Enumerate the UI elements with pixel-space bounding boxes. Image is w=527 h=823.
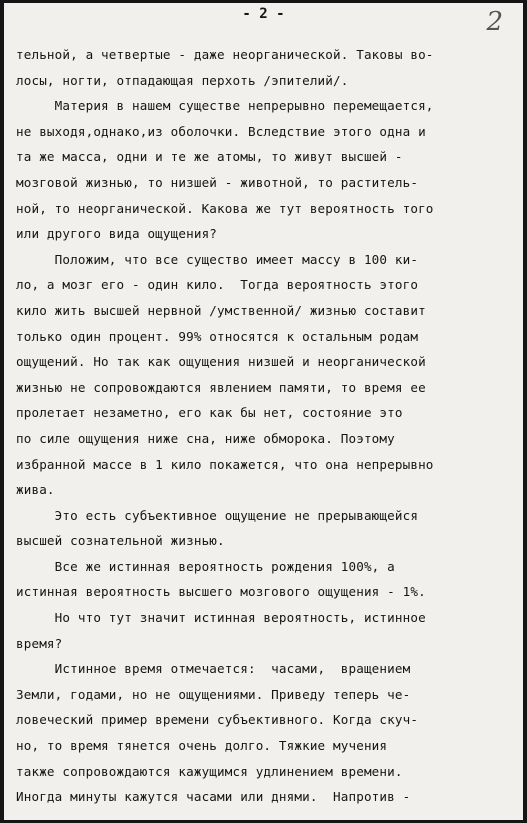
text-line: не выходя,однако,из оболочки. Вследствие этого одна и bbox=[16, 123, 426, 139]
text-line: ной, то неорганической. Какова же тут вероятность того bbox=[16, 200, 434, 216]
text-line: ловеческий пример времени субъективного. Когда скуч- bbox=[16, 712, 419, 728]
typewritten-text bbox=[16, 42, 518, 810]
text-line: тельной, а четвертые - даже неорганической. Таковы во- bbox=[16, 47, 434, 62]
text-line: Материя в нашем существе непрерывно перемещается, bbox=[16, 98, 434, 114]
text-line: жизнью не сопровождаются явлением памяти, то время ее bbox=[16, 379, 426, 395]
text-line: кило жить высшей нервной /умственной/ жизнью составит bbox=[16, 302, 426, 318]
text-line: также сопровождаются кажущимся удлинением времени. bbox=[16, 763, 403, 779]
text-line: Но что тут значит истинная вероятность, истинное bbox=[16, 610, 426, 626]
text-line: избранной массе в 1 кило покажется, что она непрерывно bbox=[16, 456, 434, 472]
handwritten-page-number: 2 bbox=[486, 7, 503, 37]
text-line: ло, а мозг его - один кило. Тогда вероятность этого bbox=[16, 277, 419, 293]
text-line: время? bbox=[16, 635, 63, 651]
text-line: по силе ощущения ниже сна, ниже обморока. Поэтому bbox=[16, 430, 395, 446]
document-page bbox=[4, 3, 523, 820]
text-line: жива. bbox=[16, 482, 55, 498]
page-number: - 2 - bbox=[242, 6, 285, 22]
text-line: Земли, годами, но не ощущениями. Приведу теперь че- bbox=[16, 686, 411, 702]
text-line: или другого вида ощущения? bbox=[16, 226, 218, 242]
text-line: Все же истинная вероятность рождения 100%, а bbox=[16, 558, 395, 574]
text-line: но, то время тянется очень долго. Тяжкие мучения bbox=[16, 738, 388, 754]
text-line: Это есть субъективное ощущение не прерывающейся bbox=[16, 507, 419, 523]
text-line: Истинное время отмечается: часами, вращением bbox=[16, 661, 411, 677]
text-line: пролетает незаметно, его как бы нет, состояние это bbox=[16, 405, 403, 421]
text-line: Иногда минуты кажутся часами или днями. Напротив - bbox=[16, 789, 411, 805]
text-line: Положим, что все существо имеет массу в 100 ки- bbox=[16, 251, 419, 267]
text-line: лосы, ногти, отпадающая перхоть /эпителий/. bbox=[16, 72, 349, 88]
text-line: высшей сознательной жизнью. bbox=[16, 533, 225, 549]
text-line: истинная вероятность высшего мозгового ощущения - 1%. bbox=[16, 584, 426, 600]
text-line: только один процент. 99% относятся к остальным родам bbox=[16, 328, 419, 344]
text-line: та же масса, одни и те же атомы, то живут высшей - bbox=[16, 149, 403, 165]
text-line: ощущений. Но так как ощущения низшей и неорганической bbox=[16, 354, 426, 370]
text-line: мозговой жизнью, то низшей - животной, то раститель- bbox=[16, 174, 419, 190]
